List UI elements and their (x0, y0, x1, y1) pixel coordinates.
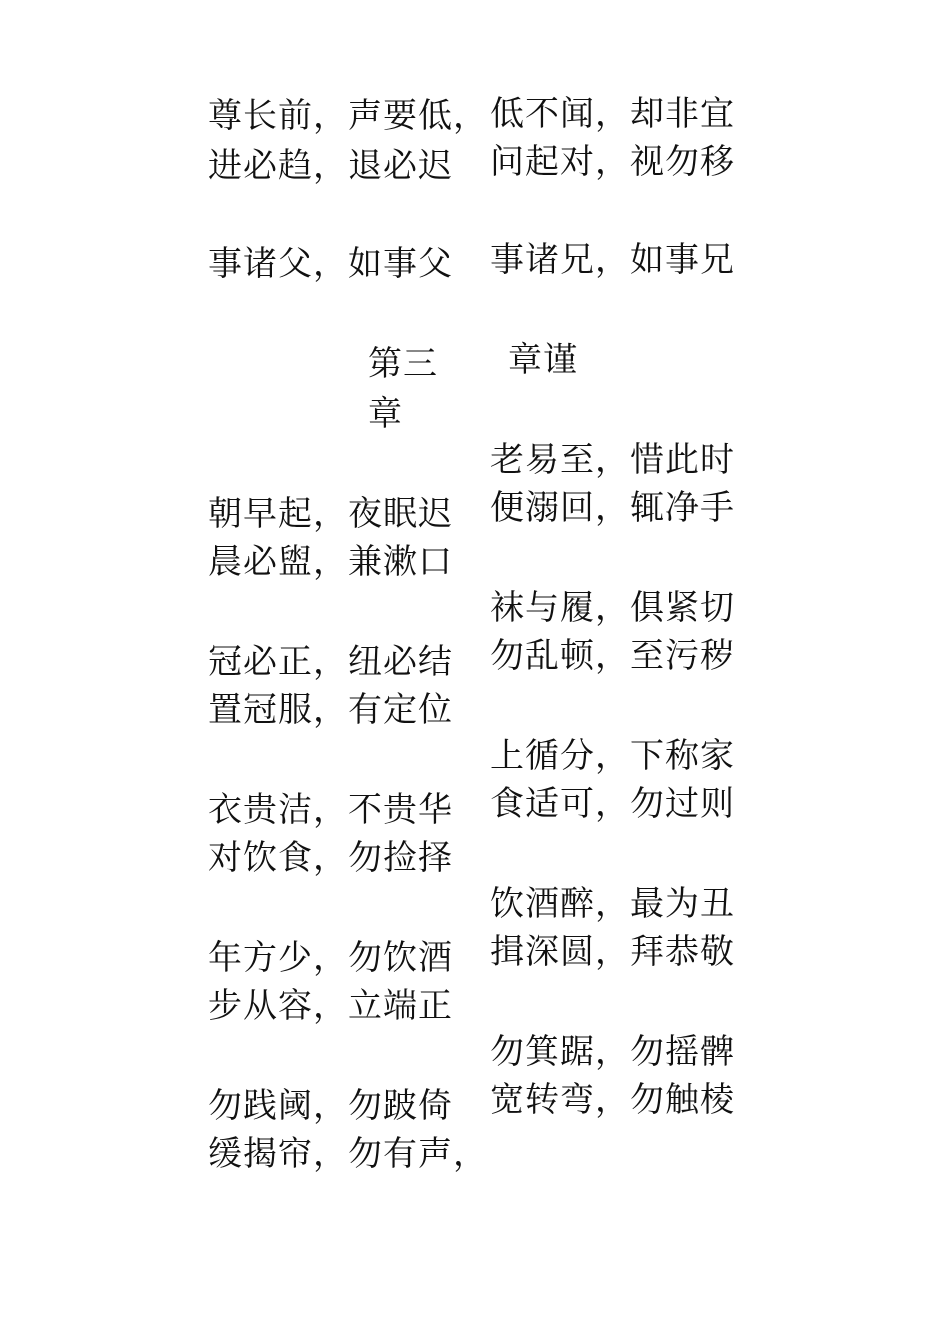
text-line: 饮酒醉，最为丑 (490, 884, 735, 924)
text-line: 问起对，视勿移 (490, 142, 735, 182)
text-line: 置冠服，有定位 (208, 690, 453, 730)
text-line: 袜与履，俱紧切 (490, 588, 735, 628)
text-line: 年方少，勿饮酒 (208, 938, 453, 978)
text-line: 便溺回，辄净手 (490, 488, 735, 528)
text-line: 勿践阈，勿跛倚 (208, 1086, 453, 1126)
text-line: 尊长前，声要低， (208, 96, 488, 136)
text-line: 晨必盥，兼漱口 (208, 542, 453, 582)
text-line: 食适可，勿过则 (490, 784, 735, 824)
text-line: 宽转弯，勿触棱 (490, 1080, 735, 1120)
text-line: 缓揭帘，勿有声， (208, 1134, 488, 1174)
chapter-heading: 章 (368, 394, 403, 434)
text-line: 冠必正，纽必结 (208, 642, 453, 682)
text-line: 上循分，下称家 (490, 736, 735, 776)
text-line: 步从容，立端正 (208, 986, 453, 1026)
text-line: 事诸兄，如事兄 (490, 240, 735, 280)
text-line: 低不闻，却非宜 (490, 94, 735, 134)
text-line: 朝早起，夜眠迟 (208, 494, 453, 534)
text-line: 进必趋，退必迟 (208, 146, 453, 186)
chapter-heading: 章谨 (508, 340, 578, 380)
text-line: 衣贵洁，不贵华 (208, 790, 453, 830)
text-line: 对饮食，勿捡择 (208, 838, 453, 878)
text-line: 勿箕踞，勿摇髀 (490, 1032, 735, 1072)
text-line: 勿乱顿，至污秽 (490, 636, 735, 676)
chapter-heading: 第三 (368, 344, 438, 384)
text-line: 老易至，惜此时 (490, 440, 735, 480)
text-line: 揖深圆，拜恭敬 (490, 932, 735, 972)
text-line: 事诸父，如事父 (208, 244, 453, 284)
